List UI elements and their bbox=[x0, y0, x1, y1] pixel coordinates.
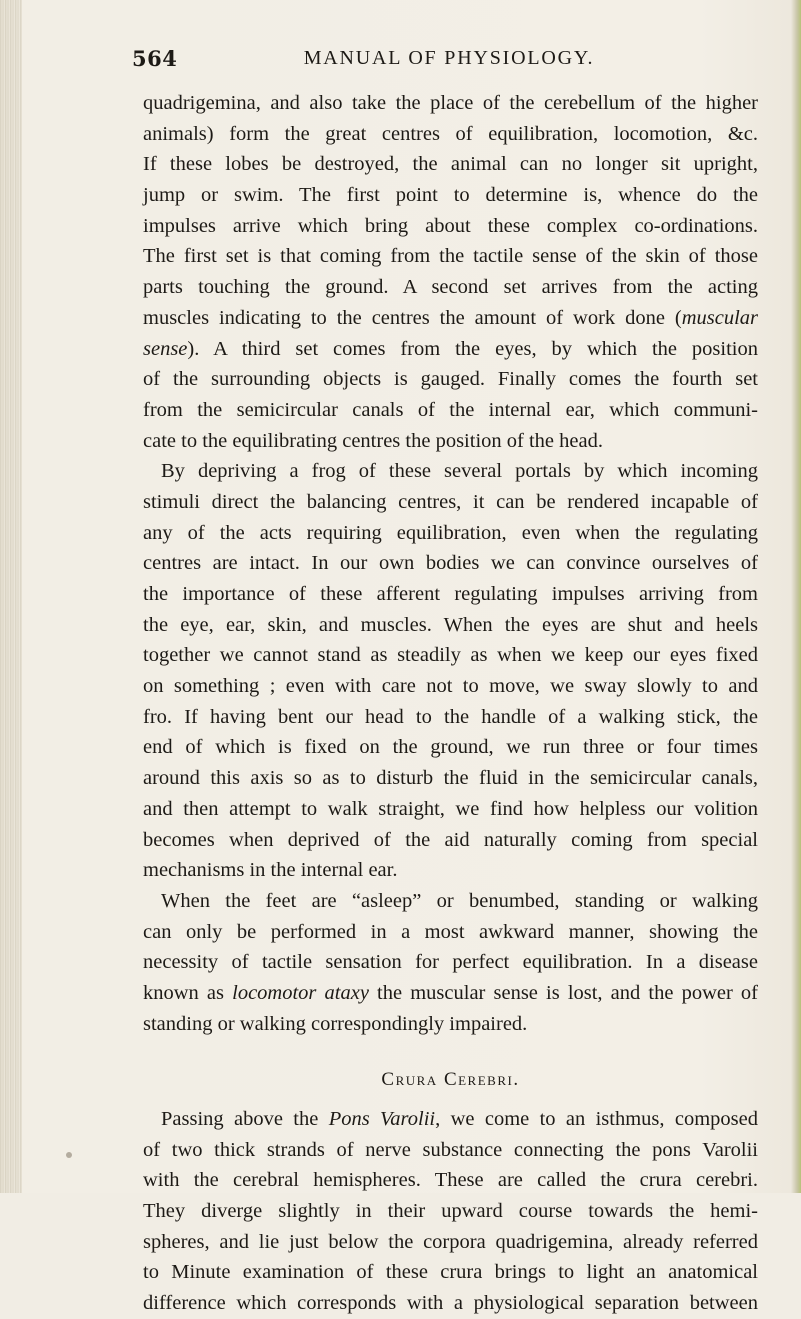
text-line bbox=[143, 1227, 758, 1258]
text-line bbox=[143, 763, 758, 794]
text-run: jump or swim. The first point to determine is, whence do the bbox=[143, 184, 758, 207]
text-line bbox=[143, 149, 758, 180]
section-spacer-top bbox=[143, 1039, 758, 1065]
text-line bbox=[143, 1135, 758, 1166]
text-run: By depriving a frog of these several portals by which incoming bbox=[161, 460, 758, 483]
text-run: parts touching the ground. A second set arrives from the acting bbox=[143, 276, 758, 299]
text-line bbox=[143, 88, 758, 119]
text-run: stimuli direct the balancing centres, it can be rendered incapable of bbox=[143, 490, 758, 513]
italic-term: Pons Varolii bbox=[328, 1108, 436, 1130]
text-line bbox=[143, 272, 758, 303]
text-line bbox=[143, 1196, 758, 1227]
text-run: cate to the equilibrating centres the position of the head. bbox=[143, 429, 603, 452]
text-run: Passing above the bbox=[161, 1108, 329, 1130]
text-line bbox=[143, 947, 758, 978]
italic-term: muscular bbox=[681, 306, 758, 329]
text-line bbox=[143, 794, 758, 825]
page-gutter-shadow bbox=[0, 0, 22, 1193]
text-line bbox=[143, 1288, 758, 1319]
text-line bbox=[143, 855, 758, 886]
text-run: and then attempt to walk straight, we find how helpless our volition bbox=[143, 797, 758, 820]
text-line bbox=[143, 548, 758, 579]
text-line bbox=[143, 640, 758, 671]
text-line bbox=[143, 671, 758, 702]
text-run: spheres, and lie just below the corpora quadrigemina, already referred bbox=[143, 1230, 758, 1253]
page-blemish bbox=[66, 1152, 72, 1158]
text-run: , we come to an isthmus, composed bbox=[435, 1108, 758, 1130]
body-text bbox=[143, 88, 758, 1319]
text-line bbox=[143, 1165, 758, 1196]
text-run: of two thick strands of nerve substance connecting the pons Varolii bbox=[143, 1138, 758, 1161]
section-paragraph bbox=[143, 1104, 758, 1319]
text-line bbox=[143, 978, 758, 1009]
text-run: known as bbox=[143, 981, 233, 1004]
text-run: quadrigemina, and also take the place of the cerebellum of the higher bbox=[143, 92, 758, 114]
text-line bbox=[143, 610, 758, 641]
text-line bbox=[143, 426, 758, 457]
running-title: MANUAL OF PHYSIOLOGY. bbox=[303, 47, 595, 69]
text-run: standing or walking correspondingly impaired. bbox=[143, 1012, 528, 1035]
italic-term: locomotor ataxy bbox=[232, 981, 369, 1004]
text-line bbox=[143, 456, 758, 487]
text-line bbox=[143, 211, 758, 242]
text-run: fro. If having bent our head to the handle of a walking stick, the bbox=[143, 705, 758, 728]
text-run: necessity of tactile sensation for perfect equilibration. In a disease bbox=[143, 951, 758, 974]
section-heading: Crura Cerebri. bbox=[381, 1069, 520, 1091]
text-line bbox=[143, 334, 758, 365]
text-run: to Minute examination of these crura brings to light an anatomical bbox=[143, 1261, 758, 1284]
text-line bbox=[143, 917, 758, 948]
text-line bbox=[143, 241, 758, 272]
text-run: muscles indicating to the centres the amount of work done ( bbox=[143, 306, 682, 329]
text-line bbox=[143, 518, 758, 549]
section-spacer-bottom bbox=[143, 1096, 758, 1104]
text-run: of the surrounding objects is gauged. Finally comes the fourth set bbox=[143, 368, 758, 391]
text-run: difference which corresponds with a physiological separation between bbox=[143, 1292, 758, 1315]
text-run: any of the acts requiring equilibration, even when the regulating bbox=[143, 521, 758, 544]
text-run: the eye, ear, skin, and muscles. When the eyes are shut and heels bbox=[143, 613, 758, 636]
text-run: the importance of these afferent regulating impulses arriving from bbox=[143, 583, 758, 605]
text-line bbox=[143, 732, 758, 763]
text-line bbox=[143, 395, 758, 426]
text-line bbox=[143, 579, 758, 610]
text-line bbox=[143, 825, 758, 856]
text-line bbox=[143, 487, 758, 518]
text-run: can only be performed in a most awkward manner, showing the bbox=[143, 920, 758, 943]
text-line bbox=[143, 303, 758, 334]
text-run: the muscular sense is lost, and the power of bbox=[368, 981, 758, 1004]
text-line bbox=[143, 1009, 758, 1040]
text-run: on something ; even with care not to move, we sway slowly to and bbox=[143, 675, 758, 698]
page-edge bbox=[791, 0, 801, 1193]
text-run: When the feet are “asleep” or benumbed, standing or walking bbox=[161, 889, 758, 912]
text-run: If these lobes be destroyed, the animal can no longer sit upright, bbox=[143, 153, 758, 176]
text-run: end of which is fixed on the ground, we run three or four times bbox=[143, 736, 758, 759]
text-run: They diverge slightly in their upward course towards the hemi- bbox=[143, 1200, 758, 1223]
text-run: The first set is that coming from the tactile sense of the skin of those bbox=[143, 245, 758, 268]
main-paragraphs bbox=[143, 88, 758, 1039]
text-line bbox=[143, 1257, 758, 1288]
text-line bbox=[143, 119, 758, 150]
italic-term: sense bbox=[143, 337, 188, 360]
text-run: ). A third set comes from the eyes, by which the position bbox=[187, 337, 758, 360]
text-run: animals) form the great centres of equilibration, locomotion, &c. bbox=[143, 122, 758, 145]
text-line bbox=[143, 702, 758, 733]
text-run: around this axis so as to disturb the fluid in the semicircular canals, bbox=[143, 767, 758, 790]
text-line bbox=[143, 364, 758, 395]
page-number: 564 bbox=[132, 46, 178, 71]
text-line bbox=[143, 1104, 758, 1135]
text-run: with the cerebral hemispheres. These are called the crura cerebri. bbox=[143, 1169, 758, 1192]
text-line bbox=[143, 180, 758, 211]
text-run: mechanisms in the internal ear. bbox=[143, 859, 398, 882]
text-run: together we cannot stand as steadily as when we keep our eyes fixed bbox=[143, 644, 758, 667]
text-run: centres are intact. In our own bodies we can convince ourselves of bbox=[143, 552, 758, 575]
text-run: from the semicircular canals of the internal ear, which communi- bbox=[143, 398, 758, 421]
text-run: impulses arrive which bring about these complex co-ordinations. bbox=[143, 214, 758, 237]
text-run: becomes when deprived of the aid naturally coming from special bbox=[143, 828, 758, 851]
page-header bbox=[132, 46, 772, 76]
text-line bbox=[143, 886, 758, 917]
